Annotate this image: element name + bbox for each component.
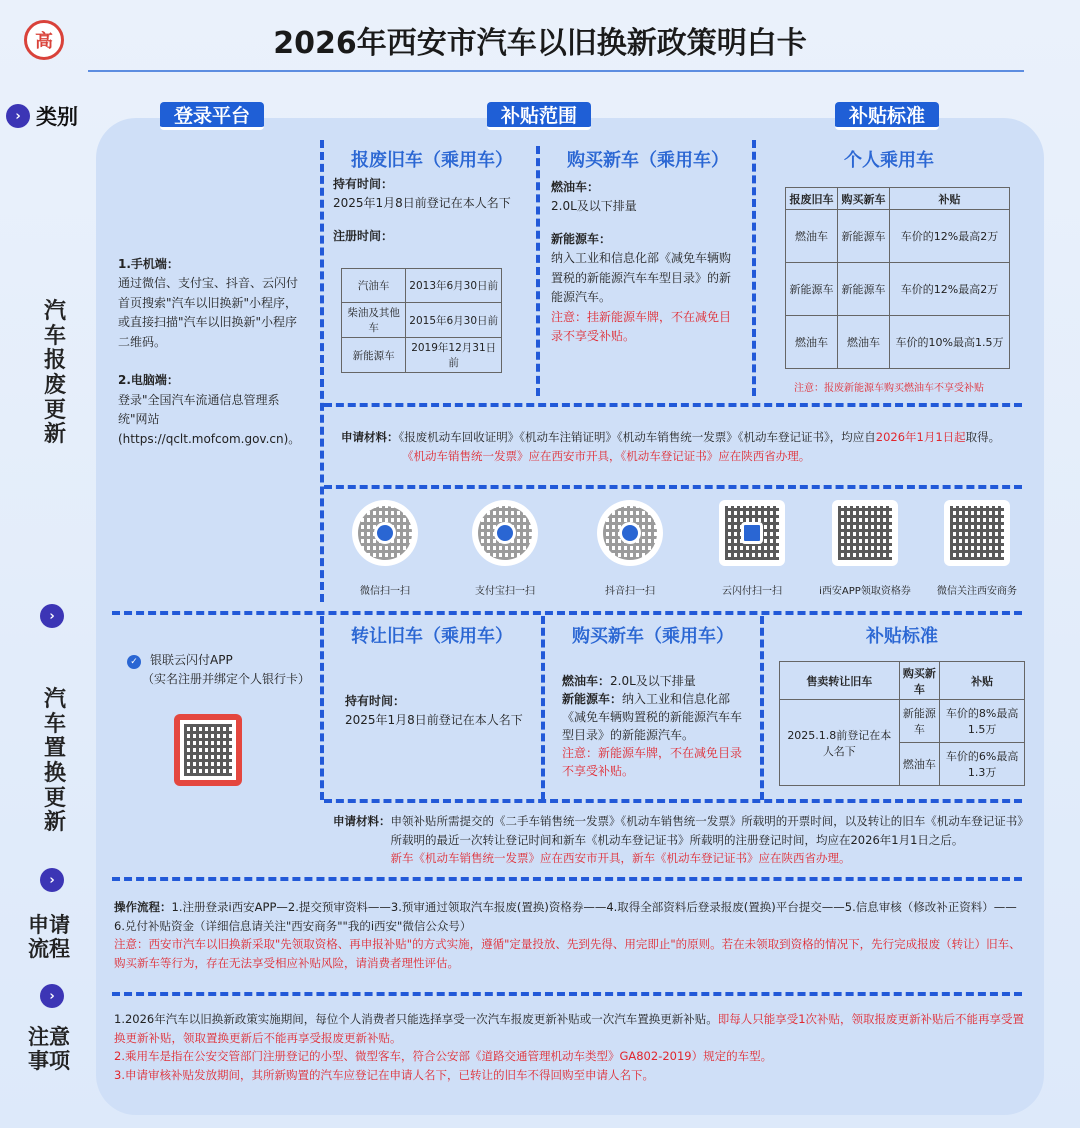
chevron-icon: ›: [40, 868, 64, 892]
xian-commerce-qr[interactable]: [922, 500, 1032, 597]
scrap-new-car-title: 购买新车（乘用车）: [567, 150, 729, 171]
qr-code-icon: [180, 720, 236, 780]
alipay-qr[interactable]: [450, 500, 560, 597]
divider: [752, 140, 756, 396]
unionpay-qr[interactable]: [697, 500, 807, 597]
scrap-side-label: 汽 车 报 废 更 新: [43, 299, 66, 448]
logo: 高: [24, 20, 64, 60]
scrap-standard-table: 报废旧车 购买新车 补贴 燃油车 新能源车 车价的12%最高2万 新能源车 新能源车 车价的12%最高2万 燃油车 燃油车 车价的10%最高1.5万: [785, 187, 1010, 369]
process-flow: 操作流程：1.注册登录i西安APP—2.提交预审资料——3.预审通过领取汽车报废(置换)资格券——4.取得全部资料后登录报废(置换)平台提交——5.信息审核（修改补正资料）——6.兑付补贴资金（详细信息请关注"西安商务""我的i西安"微信公众号） 注意：西安市汽车以旧换新采取"先领取资格、再申报补贴"的方式实施，遵循"定量投放、先到先得、用完即止"的原则。若在未领取到资格的情况下，先行完成报废（转让）旧车、购买新车等行为，存在无法享受相应补贴风险，请消费者理性评估。: [114, 900, 1021, 970]
divider: [112, 877, 1022, 881]
qr-caption: 微信关注西安商务: [937, 586, 1017, 597]
scrap-old-car-title: 报废旧车（乘用车）: [351, 150, 513, 171]
scrap-standard-title: 个人乘用车: [844, 150, 934, 171]
qr-caption: 云闪付扫一扫: [722, 586, 782, 597]
divider: [760, 616, 764, 800]
unionpay-qr-icon: [719, 500, 785, 566]
scrap-hold-time: 持有时间： 2025年1月8日前登记在本人名下 注册时间：: [333, 177, 511, 243]
check-icon: ✓: [127, 655, 141, 669]
divider: [112, 611, 1022, 615]
qr-caption: 抖音扫一扫: [605, 586, 655, 597]
divider: [320, 616, 324, 800]
divider: [320, 140, 324, 602]
replace-new-car-text: 燃油车：2.0L及以下排量 新能源车：纳入工业和信息化部《减免车辆购置税的新能源汽车车型目录》的新能源汽车。 注意：新能源车牌，不在减免目录不享受补贴。: [562, 674, 743, 778]
divider: [324, 799, 1022, 803]
registration-table: 汽油车 2013年6月30日前 柴油及其他车 2015年6月30日前 新能源车 2019年12月31日前: [341, 268, 502, 373]
alipay-qr-icon: [472, 500, 538, 566]
divider: [324, 485, 1022, 489]
douyin-qr[interactable]: [575, 500, 685, 597]
qr-caption: 微信扫一扫: [360, 586, 410, 597]
replace-standard-title: 补贴标准: [866, 626, 938, 647]
chevron-icon: ›: [40, 984, 64, 1008]
divider: [324, 403, 1022, 407]
qr-caption: 支付宝扫一扫: [475, 586, 535, 597]
login-mobile: 1.手机端： 通过微信、支付宝、抖音、云闪付首页搜索"汽车以旧换新"小程序，或直接扫描"汽车以旧换新"小程序二维码。 2.电脑端： 登录"全国汽车流通信息管理系统"网站(https://qclt.mofcom.gov.cn)。: [118, 257, 301, 446]
wechat-qr-icon: [352, 500, 418, 566]
replace-standard-table: 售卖转让旧车 购买新车 补贴 2025.1.8前登记在本人名下 新能源车 车价的8%最高1.5万 燃油车 车价的6%最高1.3万: [779, 661, 1025, 786]
scrap-materials: 申请材料：《报废机动车回收证明》《机动车注销证明》《机动车销售统一发票》《机动车登记证书》，均应自2026年1月1日起取得。 《机动车销售统一发票》应在西安市开具，《机动车登记证书》应在陕西省办理。: [341, 430, 1001, 463]
qr-caption: i西安APP领取资格券: [819, 586, 911, 597]
ixian-app-qr[interactable]: [810, 500, 920, 597]
replace-materials: 申请材料： 申领补贴所需提交的《二手车销售统一发票》《机动车销售统一发票》所载明的开票时间，以及转让的旧车《机动车登记证书》所载明的最近一次转让登记时间和新车《机动车登记证书》所载明的注册登记时间，均应在2026年1月1日之后。 新车《机动车销售统一发票》应在西安市开具，新车《机动车登记证书》应在陕西省办理。: [333, 814, 1023, 866]
qr-code-row: [330, 500, 1030, 600]
xian-commerce-qr-icon: [944, 500, 1010, 566]
divider: [112, 992, 1022, 996]
unionpay-app: 银联云闪付APP （实名注册并绑定个人银行卡）: [142, 653, 311, 687]
page-title: 2026年西安市汽车以旧换新政策明白卡: [273, 26, 807, 61]
unionpay-app-qr[interactable]: [174, 714, 242, 786]
title-divider: [88, 70, 1024, 72]
replace-hold-time: 持有时间： 2025年1月8日前登记在本人名下: [345, 694, 523, 728]
ixian-qr-icon: [832, 500, 898, 566]
process-side-label: 申请 流程: [28, 913, 70, 961]
category-label: 类别: [36, 105, 78, 129]
replace-old-car-title: 转让旧车（乘用车）: [351, 626, 513, 647]
replace-side-label: 汽 车 置 换 更 新: [43, 687, 66, 836]
notes-list: 1.2026年汽车以旧换新政策实施期间，每位个人消费者只能选择享受一次汽车报废更新补贴或一次汽车置换更新补贴。即每人只能享受1次补贴，领取报废更新补贴后不能再享受置换更新补贴，领取置换更新后不能再享受报废更新补贴。 2.乘用车是指在公安交管部门注册登记的小型、微型客车，符合公安部《道路交通管理机动车类型》GA802-2019）规定的车型。 3.申请审核补贴发放期间，其所新购置的汽车应登记在申请人名下，已转让的旧车不得回购至申请人名下。: [114, 1012, 1025, 1082]
douyin-qr-icon: [597, 500, 663, 566]
subsidy-standard-pill: 补贴标准: [835, 102, 939, 130]
divider: [541, 616, 545, 800]
scrap-new-car-text: 燃油车： 2.0L及以下排量 新能源车： 纳入工业和信息化部《减免车辆购置税的新能源汽车车型目录》的新能源汽车。 注意：挂新能源车牌，不在减免目录不享受补贴。: [551, 180, 732, 344]
notes-side-label: 注意 事项: [28, 1025, 70, 1073]
chevron-icon: ›: [6, 104, 30, 128]
replace-new-car-title: 购买新车（乘用车）: [572, 626, 734, 647]
scrap-standard-note: 注意：报废新能源车购买燃油车不享受补贴: [794, 383, 984, 394]
divider: [536, 146, 540, 396]
chevron-icon: ›: [40, 604, 64, 628]
subsidy-scope-pill: 补贴范围: [487, 102, 591, 130]
wechat-qr[interactable]: [330, 500, 440, 597]
login-platform-pill: 登录平台: [160, 102, 264, 130]
